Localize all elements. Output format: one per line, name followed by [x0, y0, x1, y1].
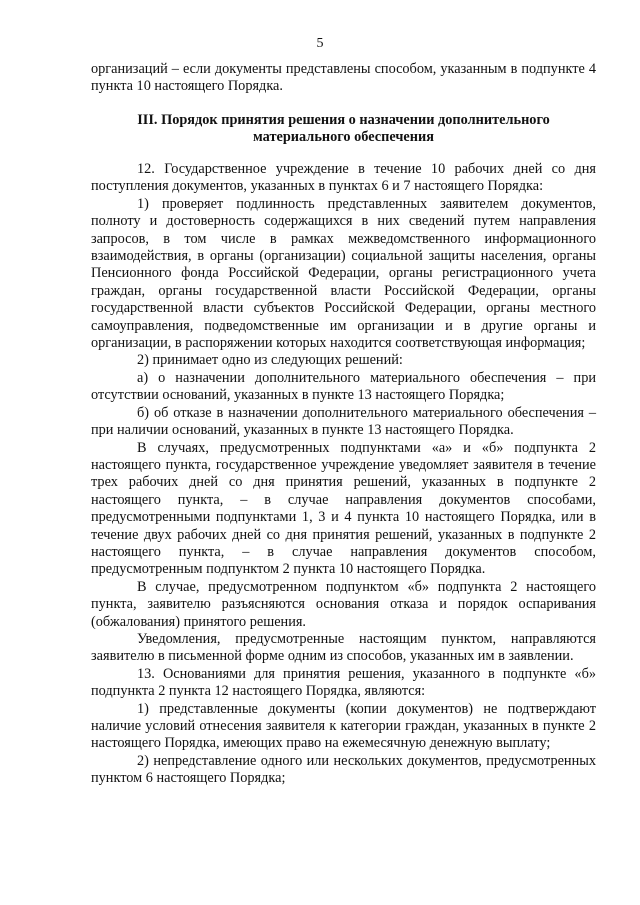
document-body: [91, 61, 596, 788]
paragraph-13-sub-2: 2) непредставление одного или нескольких документов, предусмотренных пунктом 6 настоящего Порядка;: [91, 752, 596, 787]
paragraph-12-sub-2: 2) принимает одно из следующих решений:: [137, 352, 403, 369]
paragraph-13: 13. Основаниями для принятия решения, указанного в подпункте «б» подпункта 2 пункта 12 настоящего Порядка, являются:: [91, 665, 596, 700]
paragraph-refusal-explanation: В случае, предусмотренном подпунктом «б» подпункта 2 настоящего пункта, заявителю разъясняются основания отказа и порядок оспаривания (обжалования) принятого решения.: [91, 578, 596, 630]
section-heading-line-1: III. Порядок принятия решения о назначении дополнительного: [137, 111, 550, 128]
paragraph-continuation: организаций – если документы представлены способом, указанным в подпункте 4 пункта 10 настоящего Порядка.: [91, 61, 596, 95]
paragraph-notification-cases: В случаях, предусмотренных подпунктами «а» и «б» подпункта 2 настоящего пункта, государственное учреждение уведомляет заявителя в течение трех рабочих дней со дня принятия решений, указанных в подпункте 2 настоящего пункта, – в случае направления документов способами, предусмотренными подпунктами 1, 3 и 4 пункта 10 настоящего Порядка, или в течение двух рабочих дней со дня принятия решений, указанных в подпункте 2 настоящего пункта, – в случае направления документов способом, предусмотренным подпунктом 2 пункта 10 настоящего Порядка.: [91, 439, 596, 578]
paragraph-12-sub-2b: б) об отказе в назначении дополнительного материального обеспечения – при наличии оснований, указанных в пункте 13 настоящего Порядка.: [91, 404, 596, 439]
paragraph-12-sub-2a: а) о назначении дополнительного материального обеспечения – при отсутствии оснований, указанных в пункте 13 настоящего Порядка;: [91, 369, 596, 404]
page-number: 5: [316, 36, 324, 51]
section-heading-line-2: материального обеспечения: [253, 129, 434, 146]
paragraph-13-sub-1: 1) представленные документы (копии документов) не подтверждают наличие условий отнесения заявителя к категории граждан, указанных в пункте 2 настоящего Порядка, имеющих право на ежемесячную денежную выплату;: [91, 700, 596, 752]
paragraph-12: 12. Государственное учреждение в течение 10 рабочих дней со дня поступления документов, указанных в пунктах 6 и 7 настоящего Порядка:: [91, 161, 596, 195]
paragraph-notification-method: Уведомления, предусмотренные настоящим пунктом, направляются заявителю в письменной форме одним из способов, указанных им в заявлении.: [91, 630, 596, 665]
paragraph-12-sub-1: 1) проверяет подлинность представленных заявителем документов, полноту и достоверность содержащихся в них сведений путем направления запросов, в том числе в рамках межведомственного информационного взаимодействия, в органы (организации) социальной защиты населения, органы Пенсионного фонда Российской Федерации, органы регистрационного учета граждан, органы государственной власти Российской Федерации, органы государственной власти субъектов Российской Федерации, органы местного самоуправления, подведомственные им организации и в другие органы и организации, в распоряжении которых находится соответствующая информация;: [91, 195, 596, 352]
section-heading: [91, 112, 596, 147]
